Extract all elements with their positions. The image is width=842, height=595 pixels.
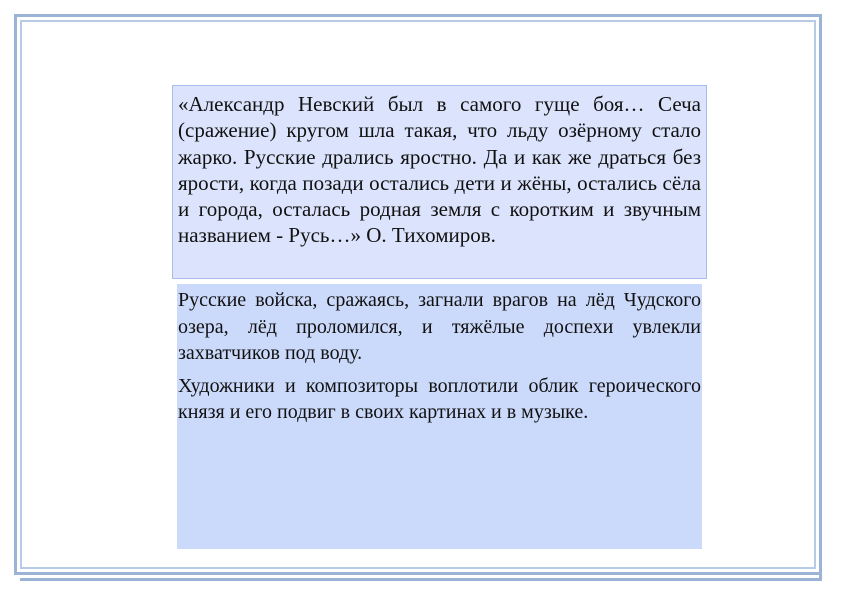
info-paragraph-1: Русские войска, сражаясь, загнали врагов на лёд Чудского озера, лёд проломился, и тяжёлые доспехи увлекли захватчиков под воду. [178,289,701,364]
info-paragraph-2: Художники и композиторы воплотили облик героического князя и его подвиг в своих картинах и в музыке. [178,374,701,423]
info-box [177,284,702,549]
quote-text: «Александр Невский был в самого гуще боя… Сеча (сражение) кругом шла такая, что льду озёрному стало жарко. Русские дрались яростно. Да и как же драться без ярости, когда позади остались дети и жёны, остались сёла и города, осталась родная земля с коротким и звучным названием - Русь…» О. Тихомиров. [178,92,701,248]
quote-box [172,85,707,279]
